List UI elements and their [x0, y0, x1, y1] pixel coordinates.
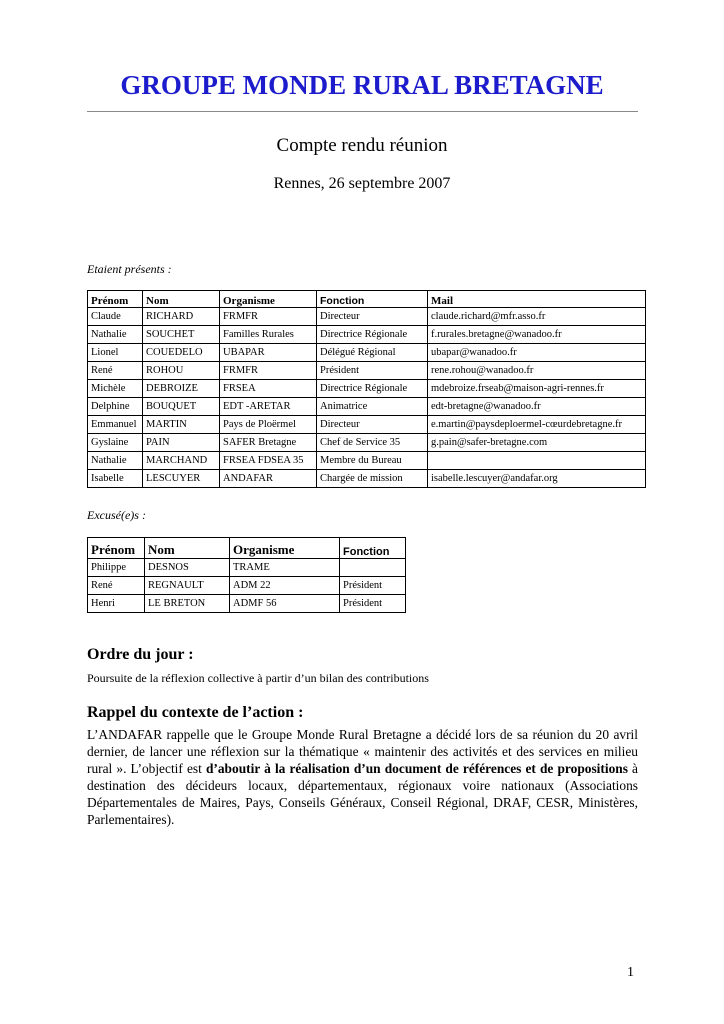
table-cell: SAFER Bretagne [220, 434, 317, 452]
table-row [88, 380, 646, 398]
document-subtitle: Compte rendu réunion [276, 135, 448, 156]
table-cell: Animatrice [317, 398, 428, 416]
table-cell: FRMFR [220, 362, 317, 380]
table-cell: LESCUYER [143, 470, 220, 488]
table-cell: Chef de Service 35 [317, 434, 428, 452]
table-cell: Directrice Régionale [317, 380, 428, 398]
table-cell: Président [340, 577, 406, 595]
table-cell: Gyslaine [88, 434, 143, 452]
table-cell: Délégué Régional [317, 344, 428, 362]
table-cell: Philippe [88, 559, 145, 577]
table-cell: ubapar@wanadoo.fr [428, 344, 646, 362]
table-cell: Delphine [88, 398, 143, 416]
title-divider [87, 111, 638, 112]
excused-label: Excusé(e)s : [87, 508, 146, 522]
table-cell: REGNAULT [145, 577, 230, 595]
table-cell: EDT -ARETAR [220, 398, 317, 416]
column-header: Fonction [340, 538, 406, 559]
context-text-end: à destination des décideurs locaux, départementaux, régionaux voire nationaux (Associations Départementales de Maires, Pays, Conseils Généraux, Conseil Régional, DRAF, CESR, Ministères, Parlementaires). [87, 761, 638, 828]
table-cell: RICHARD [143, 308, 220, 326]
table-row [88, 344, 646, 362]
table-cell: FRSEA [220, 380, 317, 398]
table-cell: COUEDELO [143, 344, 220, 362]
table-cell: ADM 22 [230, 577, 340, 595]
table-row [88, 416, 646, 434]
table-cell: Directeur [317, 308, 428, 326]
present-label: Etaient présents : [87, 262, 172, 276]
table-cell: Membre du Bureau [317, 452, 428, 470]
table-row [88, 577, 406, 595]
table-row [88, 559, 406, 577]
table-cell: Claude [88, 308, 143, 326]
table-cell: Familles Rurales [220, 326, 317, 344]
table-cell: DEBROIZE [143, 380, 220, 398]
table-cell: claude.richard@mfr.asso.fr [428, 308, 646, 326]
table-cell: Michèle [88, 380, 143, 398]
table-cell: TRAME [230, 559, 340, 577]
page-number: 1 [627, 965, 634, 980]
table-row [88, 398, 646, 416]
document-title: GROUPE MONDE RURAL BRETAGNE [120, 70, 604, 100]
agenda-heading: Ordre du jour : [87, 646, 194, 663]
column-header: Organisme [220, 291, 317, 308]
table-cell: f.rurales.bretagne@wanadoo.fr [428, 326, 646, 344]
column-header: Prénom [88, 538, 145, 559]
table-cell: LE BRETON [145, 595, 230, 613]
agenda-text: Poursuite de la réflexion collective à partir d’un bilan des contributions [87, 671, 429, 685]
table-header-row [88, 538, 406, 559]
context-paragraph [87, 726, 638, 829]
table-row [88, 326, 646, 344]
table-cell: isabelle.lescuyer@andafar.org [428, 470, 646, 488]
table-cell: Directeur [317, 416, 428, 434]
table-cell: Emmanuel [88, 416, 143, 434]
table-cell: UBAPAR [220, 344, 317, 362]
table-cell: Nathalie [88, 452, 143, 470]
table-row [88, 434, 646, 452]
table-row [88, 595, 406, 613]
table-cell: PAIN [143, 434, 220, 452]
table-cell: DESNOS [145, 559, 230, 577]
table-cell: Isabelle [88, 470, 143, 488]
table-cell: ROHOU [143, 362, 220, 380]
table-cell: Directrice Régionale [317, 326, 428, 344]
table-cell: MARTIN [143, 416, 220, 434]
table-cell: FRSEA FDSEA 35 [220, 452, 317, 470]
context-emphasis: d’aboutir à la réalisation d’un document de références et de propositions [205, 761, 628, 777]
table-cell: Pays de Ploërmel [220, 416, 317, 434]
table-cell: René [88, 362, 143, 380]
column-header: Nom [143, 291, 220, 308]
table-cell: MARCHAND [143, 452, 220, 470]
table-cell: Lionel [88, 344, 143, 362]
meeting-date: Rennes, 26 septembre 2007 [273, 175, 451, 192]
table-cell: rene.rohou@wanadoo.fr [428, 362, 646, 380]
table-cell: René [88, 577, 145, 595]
table-cell: Chargée de mission [317, 470, 428, 488]
column-header: Prénom [88, 291, 143, 308]
table-row [88, 308, 646, 326]
table-cell [340, 559, 406, 577]
table-cell [428, 452, 646, 470]
table-cell: SOUCHET [143, 326, 220, 344]
table-cell: g.pain@safer-bretagne.com [428, 434, 646, 452]
column-header: Organisme [230, 538, 340, 559]
table-row [88, 452, 646, 470]
excused-table [87, 537, 406, 613]
table-cell: FRMFR [220, 308, 317, 326]
table-row [88, 362, 646, 380]
context-text: L’ANDAFAR rappelle que le Groupe Monde Rural Bretagne a décidé lors de sa réunion du 20 avril dernier, de lancer une réflexion sur la thématique « maintenir des activités et des services en milieu rural ». L’objectif est [87, 727, 638, 777]
table-cell: e.martin@paysdeploermel-cœurdebretagne.fr [428, 416, 646, 434]
table-header-row [88, 291, 646, 308]
column-header: Fonction [317, 291, 428, 308]
table-cell: Président [317, 362, 428, 380]
column-header: Mail [428, 291, 646, 308]
table-cell: ADMF 56 [230, 595, 340, 613]
table-cell: Président [340, 595, 406, 613]
attendees-table [87, 290, 646, 488]
column-header: Nom [145, 538, 230, 559]
context-heading: Rappel du contexte de l’action : [87, 704, 304, 721]
table-cell: Nathalie [88, 326, 143, 344]
table-cell: edt-bretagne@wanadoo.fr [428, 398, 646, 416]
table-cell: ANDAFAR [220, 470, 317, 488]
table-cell: BOUQUET [143, 398, 220, 416]
table-cell: Henri [88, 595, 145, 613]
table-cell: mdebroize.frseab@maison-agri-rennes.fr [428, 380, 646, 398]
table-row [88, 470, 646, 488]
